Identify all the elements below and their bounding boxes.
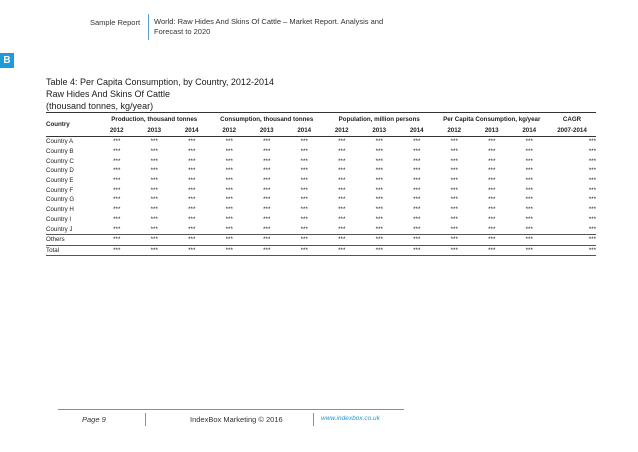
value-cell: *** — [413, 167, 421, 175]
value-cell: *** — [375, 177, 383, 185]
value-cell: *** — [263, 206, 271, 214]
value-cell: *** — [338, 186, 346, 194]
value-cell: *** — [525, 167, 533, 175]
value-cell: *** — [473, 245, 511, 256]
value-cell: *** — [450, 157, 458, 165]
value-cell: *** — [338, 225, 346, 233]
row-country-label: Country E — [46, 177, 74, 185]
value-cell: *** — [511, 137, 549, 147]
value-cell: *** — [248, 234, 286, 245]
header-divider — [148, 14, 149, 40]
value-cell: *** — [488, 215, 496, 223]
cagr-cell: *** — [588, 225, 596, 233]
table-row — [46, 234, 596, 245]
production-group-header: Production, thousand tonnes — [111, 116, 198, 123]
value-cell: *** — [338, 157, 346, 165]
value-cell: *** — [300, 206, 308, 214]
year-header: 2012 — [334, 127, 349, 134]
value-cell: *** — [323, 137, 361, 147]
value-cell: *** — [398, 245, 436, 256]
value-cell: *** — [525, 157, 533, 165]
cagr-cell: *** — [588, 157, 596, 165]
value-cell: *** — [150, 167, 158, 175]
table-caption-units: (thousand tonnes, kg/year) — [46, 101, 154, 111]
value-cell: *** — [413, 206, 421, 214]
table-row — [46, 147, 596, 157]
value-cell: *** — [488, 157, 496, 165]
cagr-header: CAGR — [562, 116, 582, 123]
value-cell: *** — [98, 234, 136, 245]
value-cell: *** — [525, 186, 533, 194]
cagr-cell: *** — [548, 245, 596, 256]
cagr-cell: *** — [588, 167, 596, 175]
year-header: 2012 — [447, 127, 462, 134]
value-cell: *** — [188, 167, 196, 175]
table-row — [46, 224, 596, 234]
header-report-title: World: Raw Hides And Skins Of Cattle – Market Report. Analysis and Forecast to 2020 — [154, 17, 384, 36]
value-cell: *** — [413, 177, 421, 185]
value-cell: *** — [113, 186, 121, 194]
value-cell: *** — [150, 225, 158, 233]
footer-rule — [58, 409, 404, 410]
year-header: 2014 — [409, 127, 424, 134]
per-capita-group-header: Per Capita Consumption, kg/year — [443, 116, 541, 123]
value-cell: *** — [450, 225, 458, 233]
value-cell: *** — [150, 157, 158, 165]
year-header: 2013 — [484, 127, 499, 134]
value-cell: *** — [150, 206, 158, 214]
value-cell: *** — [98, 137, 136, 147]
value-cell: *** — [450, 148, 458, 156]
value-cell: *** — [300, 148, 308, 156]
year-header: 2014 — [297, 127, 312, 134]
table-row — [46, 245, 596, 256]
value-cell: *** — [338, 215, 346, 223]
row-country-label: Country D — [46, 167, 74, 175]
value-cell: *** — [413, 186, 421, 194]
value-cell: *** — [300, 177, 308, 185]
value-cell: *** — [136, 137, 174, 147]
year-header: 2012 — [109, 127, 124, 134]
value-cell: *** — [150, 177, 158, 185]
value-cell: *** — [375, 196, 383, 204]
consumption-group-header: Consumption, thousand tonnes — [220, 116, 314, 123]
table-caption-product: Raw Hides And Skins Of Cattle — [46, 89, 171, 99]
value-cell: *** — [113, 177, 121, 185]
row-country-label: Country A — [46, 137, 98, 147]
value-cell: *** — [525, 148, 533, 156]
value-cell: *** — [225, 157, 233, 165]
value-cell: *** — [150, 196, 158, 204]
value-cell: *** — [338, 196, 346, 204]
footer-website-link[interactable]: www.indexbox.co.uk — [321, 415, 380, 422]
value-cell: *** — [286, 234, 324, 245]
cagr-cell: *** — [588, 148, 596, 156]
value-cell: *** — [150, 148, 158, 156]
value-cell: *** — [300, 186, 308, 194]
table-row — [46, 156, 596, 166]
row-country-label: Total — [46, 245, 98, 256]
value-cell: *** — [263, 157, 271, 165]
year-header: 2012 — [222, 127, 237, 134]
value-cell: *** — [375, 157, 383, 165]
table-row — [46, 166, 596, 176]
value-cell: *** — [225, 177, 233, 185]
value-cell: *** — [225, 196, 233, 204]
value-cell: *** — [263, 148, 271, 156]
year-header: 2014 — [184, 127, 199, 134]
value-cell: *** — [248, 245, 286, 256]
footer-copyright: IndexBox Marketing © 2016 — [190, 415, 283, 424]
value-cell: *** — [113, 157, 121, 165]
value-cell: *** — [398, 137, 436, 147]
value-cell: *** — [188, 206, 196, 214]
cagr-cell: *** — [588, 177, 596, 185]
value-cell: *** — [300, 225, 308, 233]
value-cell: *** — [375, 167, 383, 175]
brand-logo: B — [0, 53, 14, 68]
value-cell: *** — [361, 234, 399, 245]
value-cell: *** — [338, 167, 346, 175]
row-country-label: Others — [46, 234, 98, 245]
value-cell: *** — [263, 225, 271, 233]
value-cell: *** — [248, 137, 286, 147]
value-cell: *** — [361, 245, 399, 256]
value-cell: *** — [450, 177, 458, 185]
value-cell: *** — [225, 206, 233, 214]
value-cell: *** — [188, 177, 196, 185]
cagr-cell: *** — [588, 206, 596, 214]
value-cell: *** — [188, 196, 196, 204]
value-cell: *** — [113, 215, 121, 223]
value-cell: *** — [436, 245, 474, 256]
value-cell: *** — [450, 167, 458, 175]
cagr-cell: *** — [588, 186, 596, 194]
value-cell: *** — [300, 196, 308, 204]
value-cell: *** — [375, 148, 383, 156]
value-cell: *** — [211, 234, 249, 245]
value-cell: *** — [113, 206, 121, 214]
value-cell: *** — [525, 177, 533, 185]
value-cell: *** — [150, 186, 158, 194]
value-cell: *** — [113, 167, 121, 175]
value-cell: *** — [98, 245, 136, 256]
value-cell: *** — [188, 225, 196, 233]
footer-divider — [145, 413, 146, 426]
row-country-label: Country C — [46, 157, 74, 165]
value-cell: *** — [473, 137, 511, 147]
value-cell: *** — [398, 234, 436, 245]
year-header: 2013 — [259, 127, 274, 134]
value-cell: *** — [375, 206, 383, 214]
value-cell: *** — [525, 225, 533, 233]
value-cell: *** — [286, 137, 324, 147]
value-cell: *** — [488, 225, 496, 233]
value-cell: *** — [323, 234, 361, 245]
value-cell: *** — [225, 186, 233, 194]
row-country-label: Country F — [46, 186, 74, 194]
footer-page-number: Page 9 — [82, 415, 106, 424]
cagr-cell: *** — [548, 234, 596, 245]
value-cell: *** — [173, 245, 211, 256]
row-country-label: Country G — [46, 196, 75, 204]
value-cell: *** — [488, 148, 496, 156]
consumption-table — [46, 112, 596, 256]
value-cell: *** — [225, 167, 233, 175]
year-header: 2014 — [522, 127, 537, 134]
value-cell: *** — [375, 225, 383, 233]
value-cell: *** — [136, 245, 174, 256]
footer-divider — [313, 413, 314, 426]
value-cell: *** — [323, 245, 361, 256]
value-cell: *** — [300, 167, 308, 175]
row-country-label: Country I — [46, 215, 72, 223]
table-row — [46, 205, 596, 215]
value-cell: *** — [436, 234, 474, 245]
value-cell: *** — [525, 196, 533, 204]
table-row — [46, 195, 596, 205]
value-cell: *** — [511, 234, 549, 245]
value-cell: *** — [286, 245, 324, 256]
cagr-cell: *** — [588, 215, 596, 223]
value-cell: *** — [136, 234, 174, 245]
value-cell: *** — [263, 196, 271, 204]
value-cell: *** — [188, 215, 196, 223]
value-cell: *** — [473, 234, 511, 245]
value-cell: *** — [263, 186, 271, 194]
value-cell: *** — [173, 234, 211, 245]
value-cell: *** — [211, 245, 249, 256]
value-cell: *** — [525, 206, 533, 214]
table-row — [46, 137, 596, 147]
year-header: 2013 — [147, 127, 162, 134]
cagr-cell: *** — [548, 137, 596, 147]
value-cell: *** — [338, 148, 346, 156]
value-cell: *** — [300, 157, 308, 165]
value-cell: *** — [413, 215, 421, 223]
value-cell: *** — [413, 225, 421, 233]
value-cell: *** — [375, 215, 383, 223]
value-cell: *** — [361, 137, 399, 147]
value-cell: *** — [300, 215, 308, 223]
value-cell: *** — [511, 245, 549, 256]
value-cell: *** — [263, 167, 271, 175]
value-cell: *** — [173, 137, 211, 147]
value-cell: *** — [188, 157, 196, 165]
value-cell: *** — [450, 196, 458, 204]
value-cell: *** — [188, 148, 196, 156]
value-cell: *** — [338, 206, 346, 214]
value-cell: *** — [450, 206, 458, 214]
value-cell: *** — [263, 215, 271, 223]
value-cell: *** — [436, 137, 474, 147]
cagr-period-header: 2007-2014 — [557, 127, 587, 134]
value-cell: *** — [225, 148, 233, 156]
value-cell: *** — [450, 186, 458, 194]
value-cell: *** — [211, 137, 249, 147]
value-cell: *** — [488, 177, 496, 185]
header-report-type: Sample Report — [90, 18, 141, 27]
value-cell: *** — [375, 186, 383, 194]
value-cell: *** — [113, 196, 121, 204]
row-country-label: Country B — [46, 148, 74, 156]
table-row — [46, 185, 596, 195]
value-cell: *** — [525, 215, 533, 223]
value-cell: *** — [263, 177, 271, 185]
value-cell: *** — [450, 215, 458, 223]
table-caption-title: Table 4: Per Capita Consumption, by Country, 2012-2014 — [46, 77, 274, 87]
country-column-header: Country — [46, 120, 70, 128]
value-cell: *** — [488, 167, 496, 175]
row-country-label: Country H — [46, 206, 74, 214]
cagr-cell: *** — [588, 196, 596, 204]
value-cell: *** — [488, 186, 496, 194]
value-cell: *** — [113, 225, 121, 233]
value-cell: *** — [150, 215, 158, 223]
population-group-header: Population, million persons — [338, 116, 420, 123]
value-cell: *** — [488, 206, 496, 214]
value-cell: *** — [225, 215, 233, 223]
value-cell: *** — [188, 186, 196, 194]
value-cell: *** — [413, 157, 421, 165]
value-cell: *** — [488, 196, 496, 204]
value-cell: *** — [413, 148, 421, 156]
value-cell: *** — [113, 148, 121, 156]
value-cell: *** — [225, 225, 233, 233]
value-cell: *** — [338, 177, 346, 185]
table-row — [46, 215, 596, 225]
table-row — [46, 176, 596, 186]
row-country-label: Country J — [46, 225, 73, 233]
year-header: 2013 — [372, 127, 387, 134]
value-cell: *** — [413, 196, 421, 204]
